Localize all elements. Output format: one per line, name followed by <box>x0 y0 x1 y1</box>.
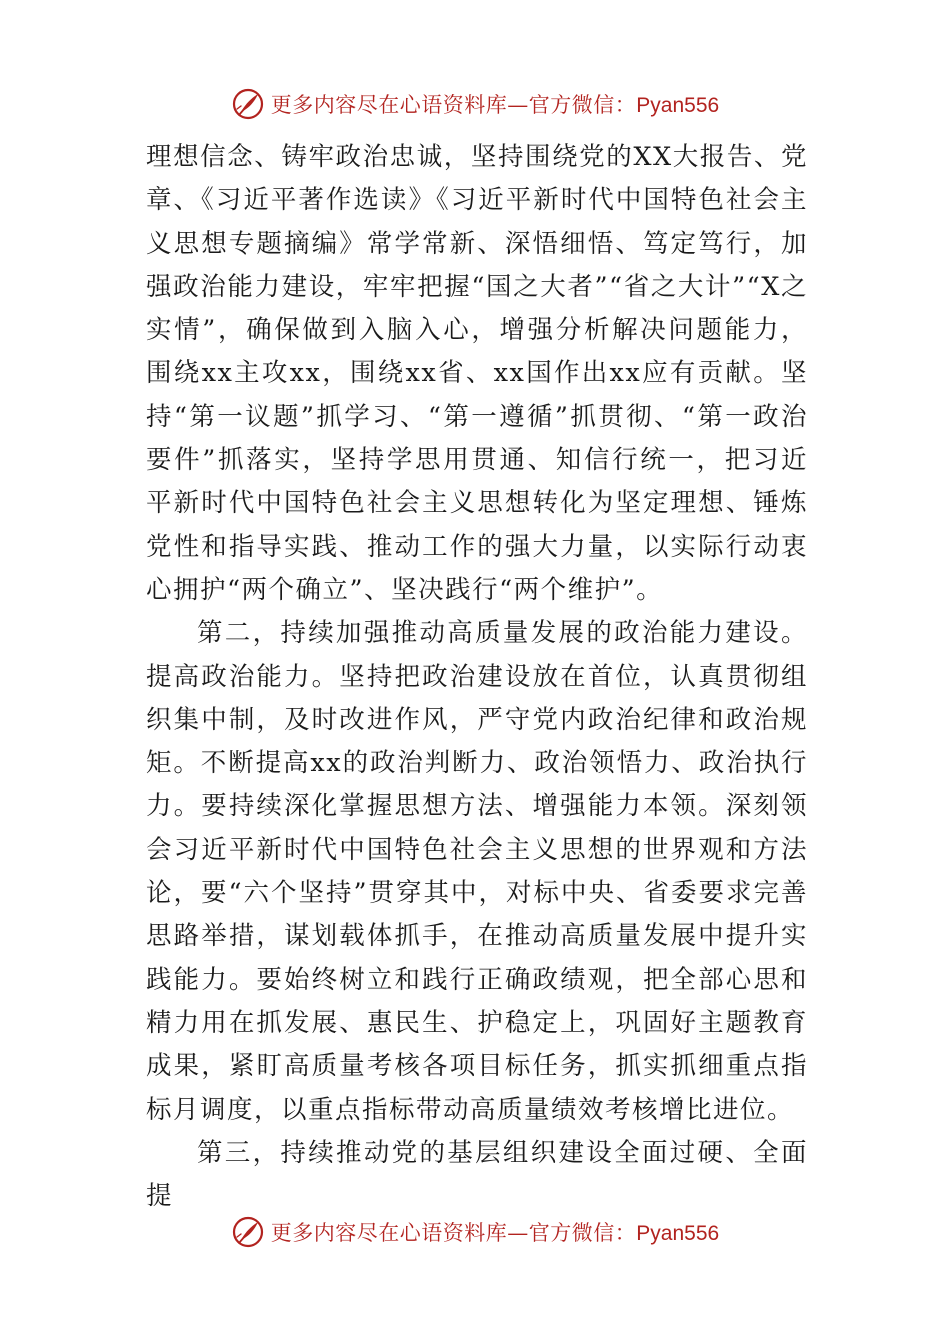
document-body <box>146 136 808 1218</box>
wechat-id: Pyan556 <box>636 94 720 117</box>
quill-logo-icon <box>231 87 265 121</box>
banner-text: 更多内容尽在心语资料库—官方微信：Pyan556 <box>270 93 720 117</box>
quill-logo-icon <box>231 1215 265 1249</box>
wechat-id: Pyan556 <box>636 1222 720 1245</box>
paragraph-3: 第三，持续推动党的基层组织建设全面过硬、全面提 <box>146 1137 808 1212</box>
paragraph-1: 理想信念、铸牢政治忠诚，坚持围绕党的XX大报告、党章、《习近平著作选读》《习近平新时代中国特色社会主义思想专题摘编》常学常新、深悟细悟、笃定笃行，加强政治能力建设，牢牢把握“国之大者”“省之大计”“X之实情”，确保做到入脑入心，增强分析解决问题能力，围绕xx主攻xx，围绕xx省、xx国作出xx应有贡献。坚持“第一议题”抓学习、“第一遵循”抓贯彻、“第一政治要件”抓落实，坚持学思用贯通、知信行统一，把习近平新时代中国特色社会主义思想转化为坚定理想、锤炼党性和指导实践、推动工作的强大力量，以实际行动衷心拥护“两个确立”、坚决践行“两个维护”。 <box>146 142 808 605</box>
banner-text: 更多内容尽在心语资料库—官方微信：Pyan556 <box>270 1221 720 1245</box>
footer-watermark-banner <box>0 1212 950 1252</box>
paragraph-2: 第二，持续加强推动高质量发展的政治能力建设。提高政治能力。坚持把政治建设放在首位，认真贯彻组织集中制，及时改进作风，严守党内政治纪律和政治规矩。不断提高xx的政治判断力、政治领悟力、政治执行力。要持续深化掌握思想方法、增强能力本领。深刻领会习近平新时代中国特色社会主义思想的世界观和方法论，要“六个坚持”贯穿其中，对标中央、省委要求完善思路举措，谋划载体抓手，在推动高质量发展中提升实践能力。要始终树立和践行正确政绩观，把全部心思和精力用在抓发展、惠民生、护稳定上，巩固好主题教育成果，紧盯高质量考核各项目标任务，抓实抓细重点指标月调度，以重点指标带动高质量绩效考核增比进位。 <box>146 618 808 1125</box>
header-watermark-banner <box>0 84 950 124</box>
